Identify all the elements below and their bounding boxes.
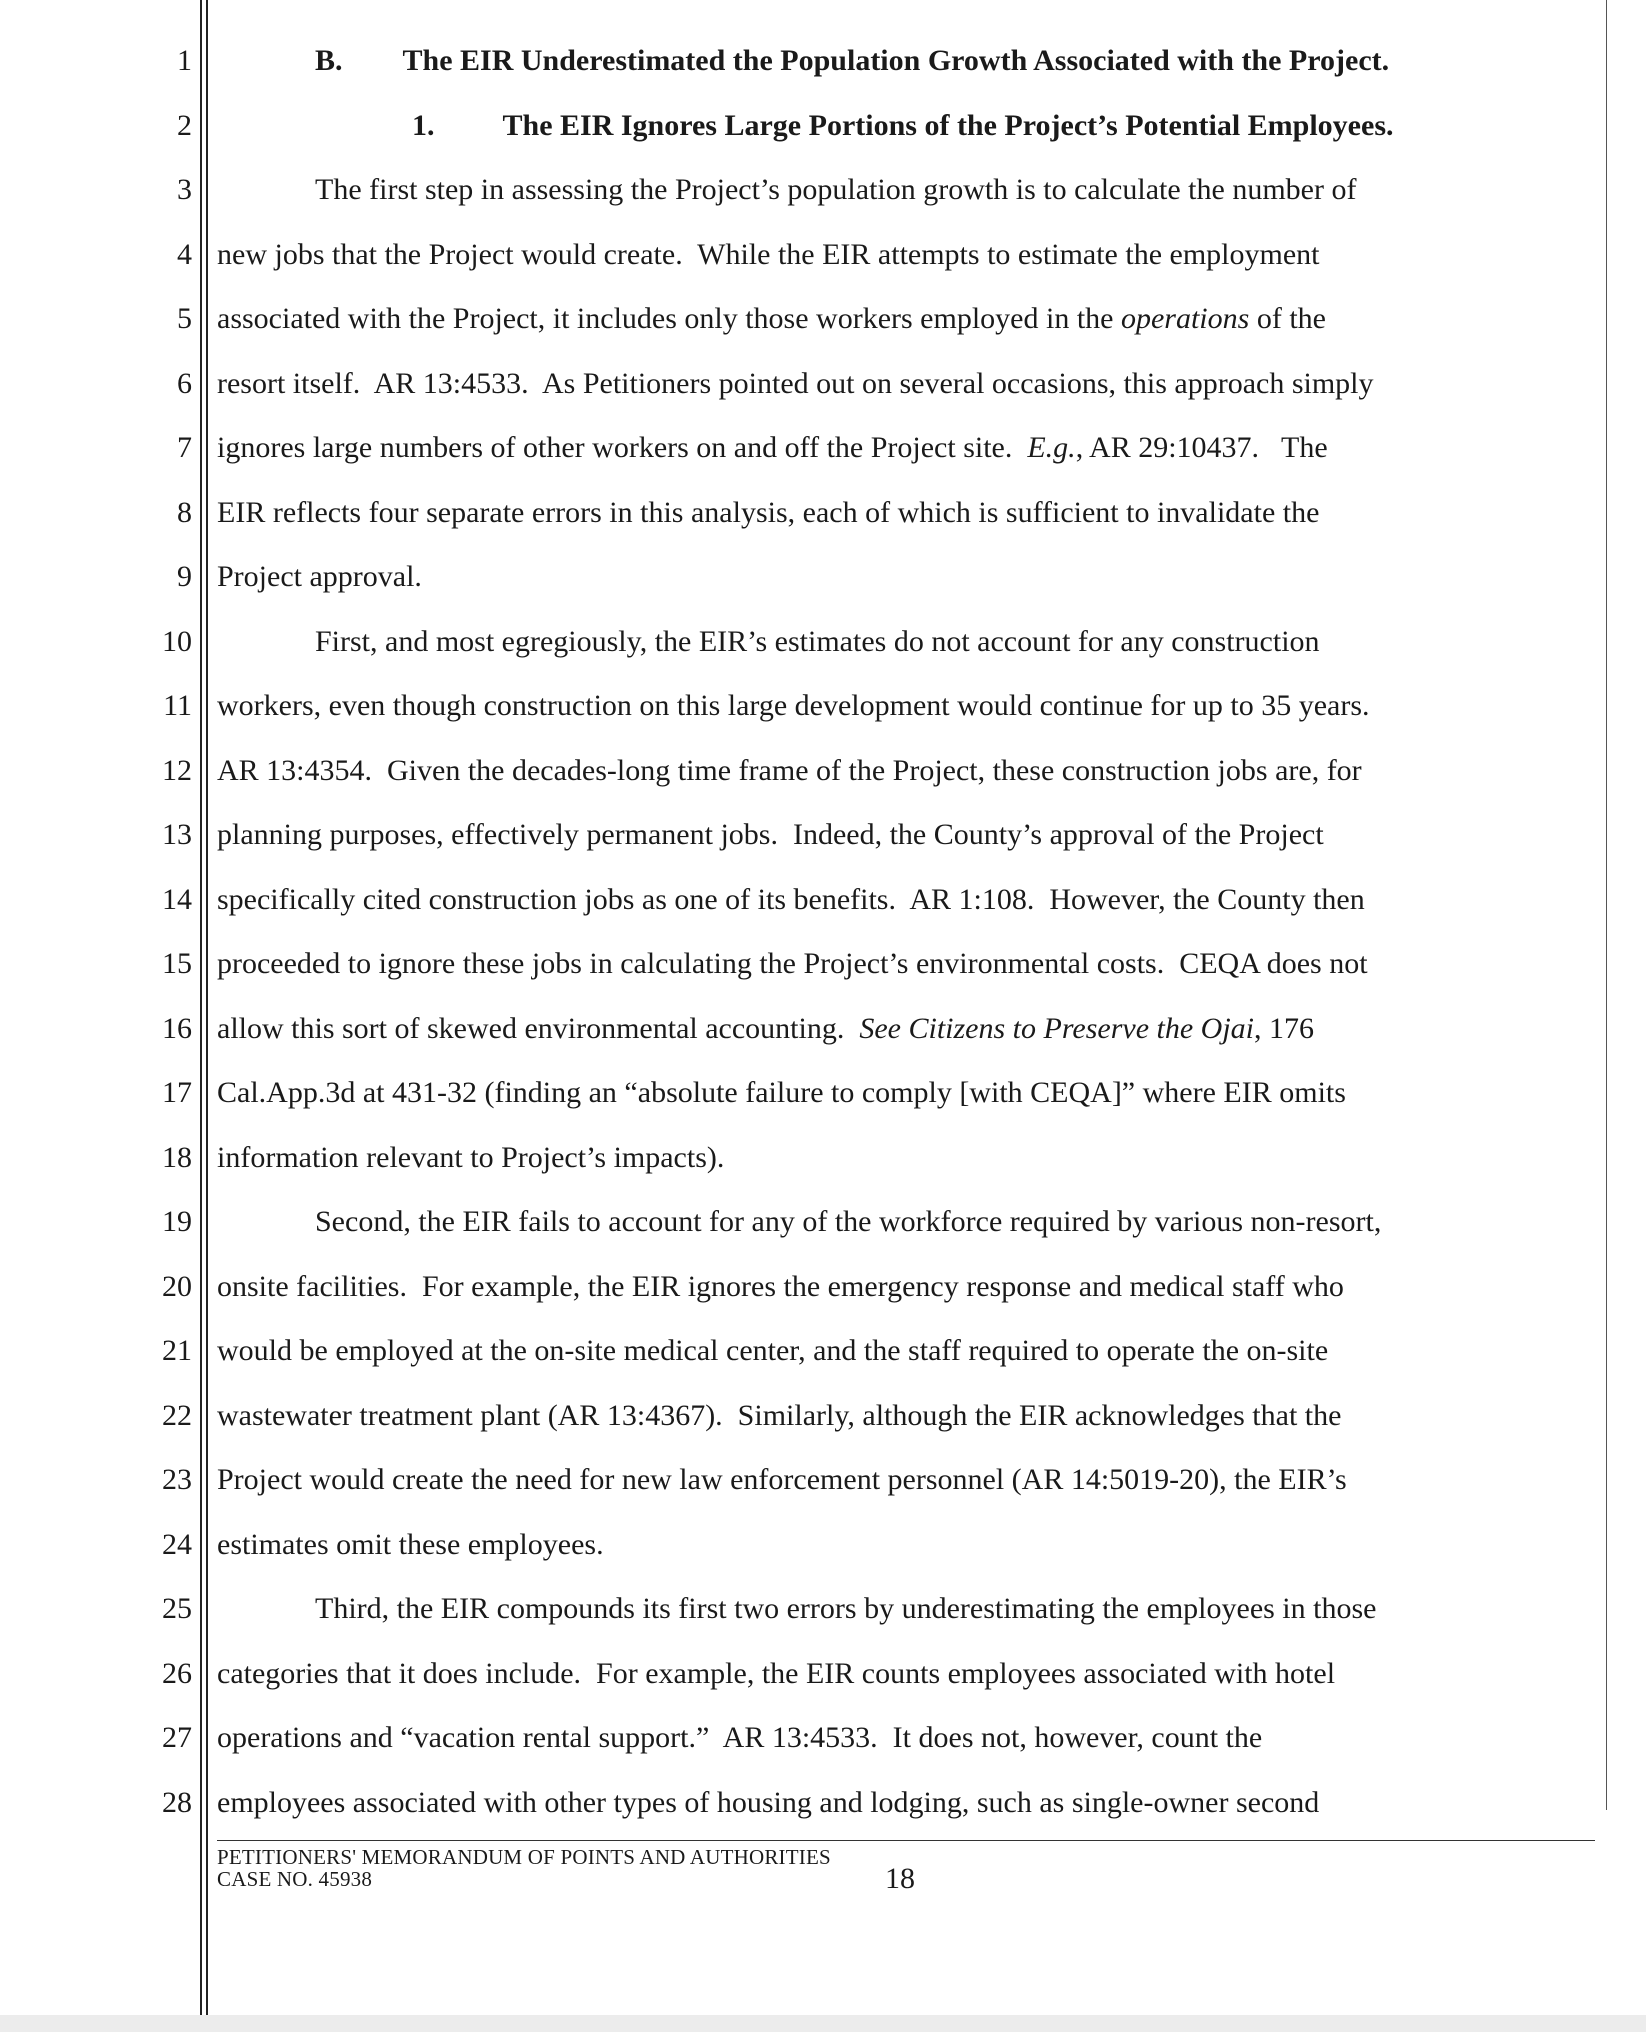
text-segment: ignores large numbers of other workers on and off the Project site.	[217, 431, 1028, 464]
scan-bottom-edge	[0, 2015, 1646, 2032]
heading-label: B.	[315, 44, 343, 77]
text-line	[217, 689, 1370, 723]
text-segment: would be employed at the on-site medical center, and the staff required to operate the on-site	[217, 1334, 1329, 1367]
line-number: 5	[177, 302, 192, 335]
text-segment: allow this sort of skewed environmental accounting.	[217, 1011, 860, 1045]
text-line	[217, 1399, 1341, 1433]
line-number: 18	[162, 1140, 192, 1174]
line-number: 3	[177, 173, 192, 206]
footer-case-number: CASE NO. 45938	[217, 1867, 373, 1891]
text-line	[217, 1012, 1314, 1046]
text-segment: workers, even though construction on this large development would continue for up to 35 years.	[217, 689, 1370, 722]
text-line	[217, 367, 1374, 401]
text-line	[217, 1721, 1262, 1755]
text-line	[217, 1334, 1328, 1368]
text-segment: , AR 29:10437. The	[1075, 431, 1328, 464]
text-segment: employees associated with other types of housing and lodging, such as single-owner second	[217, 1785, 1320, 1819]
text-line	[315, 1592, 1376, 1626]
text-line	[217, 496, 1319, 530]
text-segment: First, and most egregiously, the EIR’s estimates do not account for any construction	[315, 624, 1320, 658]
text-line	[315, 625, 1320, 659]
text-segment: onsite facilities. For example, the EIR ignores the emergency response and medical staff who	[217, 1269, 1344, 1303]
line-number: 9	[177, 560, 192, 593]
line-number: 27	[162, 1721, 192, 1754]
text-line	[217, 1657, 1335, 1691]
document-footer	[217, 1846, 831, 1890]
footer-rule	[217, 1840, 1595, 1841]
text-line	[315, 1205, 1381, 1239]
line-number: 13	[162, 818, 192, 851]
text-line	[217, 818, 1324, 852]
line-number: 19	[162, 1205, 192, 1238]
line-number: 8	[177, 495, 192, 529]
left-margin-rule-inner	[206, 0, 208, 2015]
subsection-heading: The EIR Ignores Large Portions of the Project’s Potential Employees.	[502, 108, 1394, 142]
page-number: 18	[885, 1862, 915, 1895]
italic-citation: See Citizens to Preserve the Ojai	[859, 1011, 1254, 1045]
text-line	[217, 302, 1326, 336]
line-number: 11	[163, 689, 192, 722]
text-segment: AR 13:4354. Given the decades-long time frame of the Project, these construction jobs are, for	[217, 753, 1362, 787]
text-segment: Third, the EIR compounds its first two errors by underestimating the employees in those	[315, 1592, 1377, 1625]
text-segment: specifically cited construction jobs as one of its benefits. AR 1:108. However, the County then	[217, 882, 1365, 916]
text-segment: wastewater treatment plant (AR 13:4367). Similarly, although the EIR acknowledges that the	[217, 1398, 1342, 1432]
line-number: 1	[177, 44, 192, 77]
line-number: 12	[162, 753, 192, 787]
line-number: 25	[162, 1592, 192, 1625]
text-segment: estimates omit these employees.	[217, 1527, 604, 1561]
text-line	[217, 238, 1320, 272]
text-segment: planning purposes, effectively permanent jobs. Indeed, the County’s approval of the Project	[217, 818, 1324, 851]
left-margin-rule-outer	[200, 0, 202, 2015]
line-number: 20	[162, 1269, 192, 1303]
text-segment: categories that it does include. For example, the EIR counts employees associated with hotel	[217, 1656, 1336, 1690]
text-line	[217, 560, 422, 594]
line-number: 10	[162, 624, 192, 658]
text-line	[217, 1528, 604, 1562]
text-segment: Project approval.	[217, 560, 422, 593]
text-segment: EIR reflects four separate errors in this analysis, each of which is sufficient to invalidate the	[217, 495, 1320, 529]
italic-citation: E.g.	[1027, 431, 1076, 464]
text-line	[217, 754, 1362, 788]
right-margin-rule	[1606, 0, 1607, 1810]
line-number: 24	[162, 1527, 192, 1561]
heading-line	[412, 109, 1394, 143]
text-segment: new jobs that the Project would create. While the EIR attempts to estimate the employment	[217, 237, 1320, 271]
section-heading: The EIR Underestimated the Population Growth Associated with the Project.	[402, 44, 1390, 77]
line-number: 23	[162, 1463, 192, 1496]
line-number: 6	[177, 366, 192, 400]
line-number: 7	[177, 431, 192, 464]
text-segment: resort itself. AR 13:4533. As Petitioners pointed out on several occasions, this approach simply	[217, 366, 1374, 400]
text-segment: Second, the EIR fails to account for any of the workforce required by various non-resort,	[315, 1205, 1382, 1238]
text-segment: The first step in assessing the Project’s population growth is to calculate the number of	[315, 173, 1357, 206]
text-line	[217, 1786, 1319, 1820]
line-number: 28	[162, 1785, 192, 1819]
line-number: 2	[177, 108, 192, 142]
heading-label: 1.	[412, 108, 435, 142]
line-number: 15	[162, 947, 192, 980]
text-segment: operations and “vacation rental support.” AR 13:4533. It does not, however, count the	[217, 1721, 1263, 1754]
text-segment: Cal.App.3d at 431-32 (finding an “absolute failure to comply [with CEQA]” where EIR omits	[217, 1076, 1346, 1109]
line-number: 4	[177, 237, 192, 271]
text-line	[217, 883, 1365, 917]
text-line	[217, 1463, 1347, 1497]
text-segment: associated with the Project, it includes only those workers employed in the	[217, 302, 1121, 335]
text-segment: of the	[1249, 302, 1326, 335]
text-line	[217, 431, 1328, 465]
text-segment: proceeded to ignore these jobs in calculating the Project’s environmental costs. CEQA does not	[217, 947, 1368, 980]
line-number: 17	[162, 1076, 192, 1109]
line-number: 26	[162, 1656, 192, 1690]
line-number: 14	[162, 882, 192, 916]
line-number: 21	[162, 1334, 192, 1367]
text-line	[217, 1076, 1346, 1110]
line-number: 22	[162, 1398, 192, 1432]
text-segment: , 176	[1254, 1011, 1314, 1045]
text-segment: information relevant to Project’s impacts).	[217, 1140, 725, 1174]
italic-citation: operations	[1120, 302, 1250, 335]
text-line	[217, 1270, 1344, 1304]
footer-title: PETITIONERS' MEMORANDUM OF POINTS AND AUTHORITIES	[217, 1845, 831, 1869]
text-line	[315, 173, 1356, 207]
line-number: 16	[162, 1011, 192, 1045]
heading-line	[315, 44, 1389, 78]
text-line	[217, 947, 1368, 981]
text-segment: Project would create the need for new law enforcement personnel (AR 14:5019-20), the EIR’s	[217, 1463, 1347, 1496]
text-line	[217, 1141, 724, 1175]
